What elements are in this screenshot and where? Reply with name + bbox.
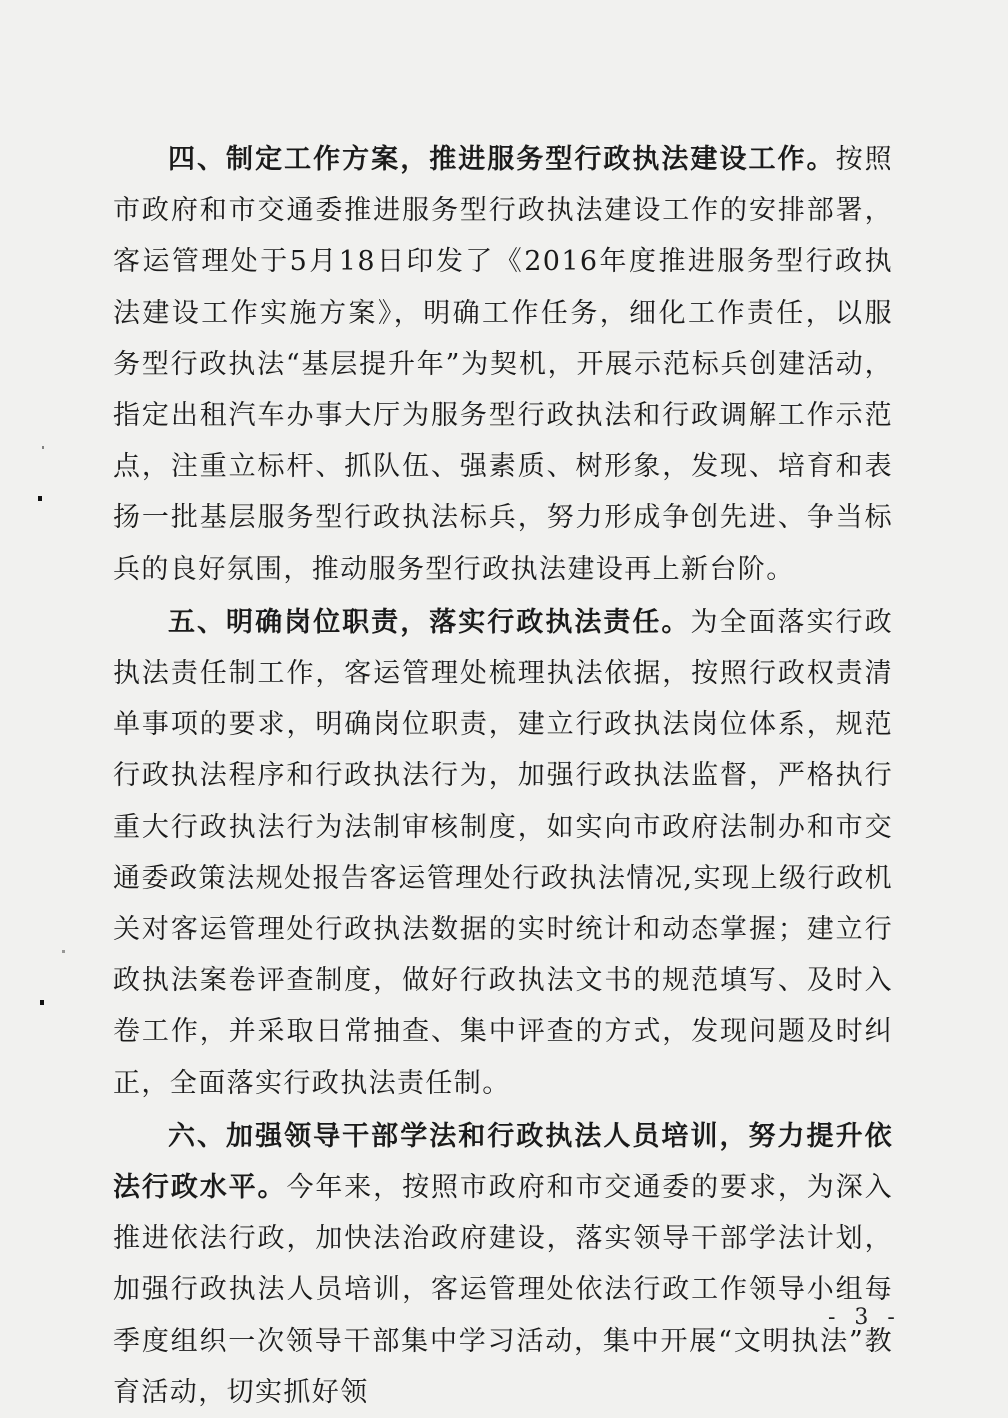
page-number: - 3 - [828, 1305, 901, 1330]
paragraph-4-body: 按照市政府和市交通委推进服务型行政执法建设工作的安排部署，客运管理处于5月18日印发了《2016年度推进服务型行政执法建设工作实施方案》，明确工作任务，细化工作责任，以服务型行政执法“基层提升年”为契机，开展示范标兵创建活动，指定出租汽车办事大厅为服务型行政执法和行政调解工作示范点，注重立标杆、抓队伍、强素质、树形象，发现、培育和表扬一批基层服务型行政执法标兵，努力形成争创先进、争当标兵的良好氛围，推动服务型行政执法建设再上新台阶。 [113, 144, 893, 585]
paragraph-4 [113, 134, 893, 595]
scan-speck [62, 950, 65, 953]
paragraph-4-heading: 四、制定工作方案，推进服务型行政执法建设工作。 [168, 144, 836, 175]
paragraph-6 [113, 1111, 893, 1418]
scan-speck [40, 1000, 44, 1005]
paragraph-5-heading: 五、明确岗位职责，落实行政执法责任。 [168, 606, 691, 638]
paragraph-5 [113, 597, 893, 1109]
paragraph-5-body: 为全面落实行政执法责任制工作，客运管理处梳理执法依据，按照行政权责清单事项的要求，明确岗位职责，建立行政执法岗位体系，规范行政执法程序和行政执法行为，加强行政执法监督，严格执行重大行政执法行为法制审核制度，如实向市政府法制办和市交通委政策法规处报告客运管理处行政执法情况,实现上级行政机关对客运管理处行政执法数据的实时统计和动态掌握；建立行政执法案卷评查制度，做好行政执法文书的规范填写、及时入卷工作，并采取日常抽查、集中评查的方式，发现问题及时纠正，全面落实行政执法责任制。 [113, 606, 893, 1099]
paragraph-6-heading: 六、加强领导干部学法和行政执法人员培训，努力提升依法行政水平。 [113, 1120, 893, 1204]
scan-speck [38, 496, 42, 501]
scan-speck [42, 446, 44, 449]
body-text [113, 134, 893, 1418]
paragraph-6-body: 今年来，按照市政府和市交通委的要求，为深入推进依法行政，加快法治政府建设，落实领导干部学法计划，加强行政执法人员培训，客运管理处依法行政工作领导小组每季度组织一次领导干部集中学习活动，集中开展“文明执法”教育活动，切实抓好领 [113, 1172, 893, 1408]
